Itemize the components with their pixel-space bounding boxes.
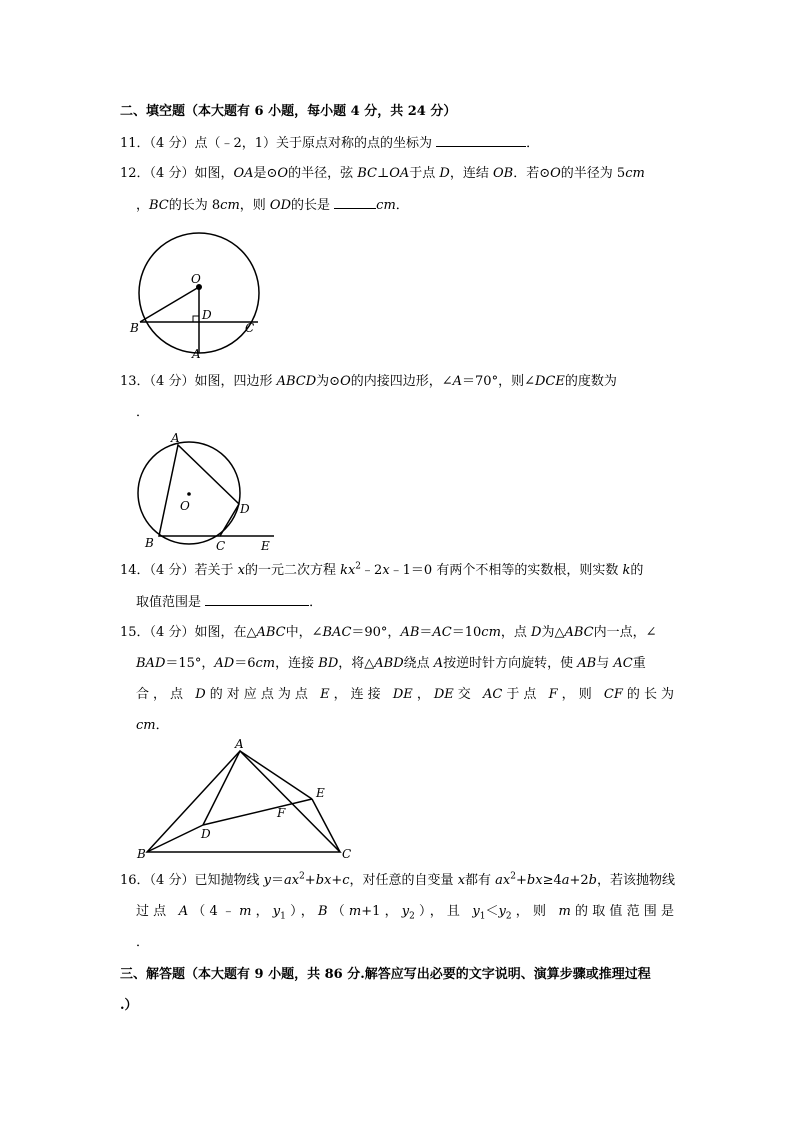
- q15-text: 绕点: [403, 656, 434, 671]
- q12-var: BC: [149, 198, 169, 213]
- q16-var: A: [178, 904, 189, 919]
- q12-end: ．: [395, 198, 409, 213]
- q12-var: O: [277, 166, 289, 181]
- q15-triangle-abc: [147, 751, 340, 852]
- q13-label-e: E: [261, 539, 270, 553]
- section-3-title: 三、解答题（本大题有 9 小题，共 86 分.解答应写出必要的文字说明、演算步骤或推理过程: [120, 967, 651, 982]
- q11-end: ．: [526, 136, 540, 151]
- q12-var: D: [439, 166, 450, 181]
- q16-text: 已知抛物线: [194, 873, 264, 888]
- q12-unit: cm: [376, 198, 396, 213]
- q16-text: ），: [285, 904, 318, 919]
- q14-text: ﹣1＝0 有两个不相等的实数根，则实数: [389, 563, 623, 578]
- q15-text: ，将△: [338, 656, 375, 671]
- q15-var: AB: [400, 625, 420, 640]
- q16-var: y: [472, 904, 480, 919]
- q15-label-e: E: [316, 786, 325, 800]
- section-3-title-end: .）: [120, 998, 138, 1013]
- q16-var: m: [239, 904, 252, 919]
- q15-var: A: [433, 656, 444, 671]
- q14-exponent: 2: [355, 561, 362, 572]
- q11-score: （4 分）: [149, 136, 195, 151]
- q14-text: 的一元二次方程: [244, 563, 341, 578]
- q16-text: ，: [251, 904, 273, 919]
- q16-subscript: 1: [479, 911, 486, 922]
- q16-var: m: [558, 904, 571, 919]
- q15-triangle-figure: [134, 737, 364, 865]
- q15-text: ，点: [500, 625, 532, 640]
- q12-text: ，: [136, 198, 150, 213]
- q16-text: +: [304, 873, 316, 888]
- q16-var: y: [498, 904, 506, 919]
- q16-text: ，若该抛物线: [597, 873, 676, 888]
- question-14-line1: [120, 562, 643, 580]
- q15-var: E: [320, 687, 330, 702]
- q14-answer-blank: [205, 593, 309, 606]
- q15-text: 与: [596, 656, 614, 671]
- q14-var: x: [382, 563, 390, 578]
- q15-segment-ae: [240, 751, 312, 799]
- q12-right-angle: [193, 316, 199, 322]
- q15-var: AC: [432, 625, 452, 640]
- q14-end: ．: [309, 595, 323, 610]
- q12-text: 的半径，弦: [288, 166, 358, 181]
- q15-text: ＝6: [234, 656, 256, 671]
- q15-var: AD: [214, 656, 235, 671]
- q15-label-a: A: [235, 737, 244, 751]
- q16-var: bx: [315, 873, 332, 888]
- q13-text: 的内接四边形，∠: [350, 374, 453, 389]
- q16-text: （: [327, 904, 349, 919]
- q12-label-b: B: [130, 321, 139, 335]
- q13-label-d: D: [240, 502, 250, 516]
- q15-text: ＝: [419, 625, 433, 640]
- q12-radius-ob: [140, 287, 199, 322]
- q12-circle-figure: [130, 235, 270, 365]
- q15-text: ＝90°，: [351, 625, 401, 640]
- q16-text: ＝: [270, 873, 284, 888]
- question-15-line4: [136, 717, 169, 735]
- q15-var: DE: [433, 687, 454, 702]
- q13-var: DCE: [534, 374, 565, 389]
- q16-var: y: [401, 904, 410, 919]
- q12-var: O: [550, 166, 561, 181]
- q16-text: +2: [569, 873, 589, 888]
- q15-text: 的对应点为点: [205, 687, 321, 702]
- q15-text: 合，点: [136, 687, 196, 702]
- q15-text: 按逆时针方向旋转，使: [443, 656, 578, 671]
- q15-label-c: C: [342, 847, 352, 861]
- question-11: [120, 134, 539, 153]
- q12-text: ，连结: [449, 166, 493, 181]
- q15-var: BD: [318, 656, 339, 671]
- q16-score: （4 分）: [149, 873, 195, 888]
- q16-text: +1，: [361, 904, 402, 919]
- q15-var: D: [531, 625, 542, 640]
- q11-number: 11．: [120, 136, 150, 151]
- q15-var: D: [195, 687, 206, 702]
- q16-var: y: [263, 873, 271, 888]
- q15-text: 内一点，∠: [593, 625, 657, 640]
- q16-text: 过点: [136, 904, 179, 919]
- q13-text: ＝70°，则∠: [462, 374, 535, 389]
- q12-text: ，则: [239, 198, 270, 213]
- q16-number: 16．: [120, 873, 150, 888]
- q16-text: 都有: [465, 873, 496, 888]
- question-16-line2: [136, 903, 674, 921]
- q15-var: AB: [577, 656, 597, 671]
- q15-segment-ec: [312, 799, 340, 852]
- question-12-line1: [120, 165, 645, 183]
- q13-number: 13．: [120, 374, 150, 389]
- q12-label-d: D: [202, 308, 212, 322]
- q12-var: cm: [625, 166, 645, 181]
- q15-var: DE: [392, 687, 413, 702]
- q13-score: （4 分）: [149, 374, 195, 389]
- q12-var: BC: [357, 166, 377, 181]
- q16-var: m: [348, 904, 362, 919]
- q13-text: 如图，四边形: [194, 374, 277, 389]
- q12-text: 如图，: [194, 166, 234, 181]
- q16-exponent: 2: [299, 871, 305, 882]
- q14-text: ﹣2: [361, 563, 383, 578]
- q16-text: +: [516, 873, 527, 888]
- q15-text: 如图，在△: [194, 625, 257, 640]
- q15-label-f: F: [277, 806, 286, 820]
- q13-label-a: A: [171, 431, 180, 445]
- q12-var: OA: [389, 166, 410, 181]
- q12-label-a: A: [192, 347, 201, 361]
- q11-answer-blank: [436, 134, 526, 147]
- q14-score: （4 分）: [149, 563, 195, 578]
- q16-subscript: 1: [280, 911, 286, 922]
- q14-var: x: [237, 563, 245, 578]
- q15-text: 重: [632, 656, 646, 671]
- q12-text: ．若⊙: [513, 166, 551, 181]
- question-13-line1: [120, 373, 617, 391]
- q15-var: BAC: [322, 625, 352, 640]
- q15-var: ABC: [256, 625, 286, 640]
- q13-var: ABCD: [276, 374, 317, 389]
- q15-var: ABC: [564, 625, 594, 640]
- q14-text: 取值范围是: [136, 595, 202, 610]
- q15-text: 的长为: [622, 687, 674, 702]
- question-16-line3: ．: [136, 935, 150, 950]
- q15-text: ，则: [557, 687, 604, 702]
- q13-label-c: C: [216, 539, 226, 553]
- q14-text: 的: [630, 563, 644, 578]
- q15-text: 中，∠: [285, 625, 323, 640]
- q13-label-o: O: [180, 499, 190, 513]
- q12-number: 12．: [120, 166, 150, 181]
- q16-var: ax: [283, 873, 300, 888]
- q15-text: ，: [412, 687, 434, 702]
- q16-var: B: [317, 904, 328, 919]
- q12-text: 的长为 8: [168, 198, 221, 213]
- q12-text: ⊥: [376, 166, 390, 181]
- q16-var: a: [561, 873, 570, 888]
- q16-var: b: [588, 873, 597, 888]
- q14-number: 14．: [120, 563, 150, 578]
- q15-var: cm: [255, 656, 276, 671]
- question-15-line1: [120, 624, 657, 642]
- q15-text: ＝15°，: [165, 656, 215, 671]
- q16-subscript: 2: [409, 911, 415, 922]
- q12-label-o: O: [191, 272, 201, 286]
- q16-var: y: [272, 904, 281, 919]
- q16-exponent: 2: [510, 871, 516, 882]
- q12-var: OB: [492, 166, 514, 181]
- q15-label-b: B: [137, 847, 146, 861]
- q15-var: BAD: [136, 656, 166, 671]
- q12-answer-blank: [334, 196, 376, 209]
- q16-text: 的取值范围是: [570, 904, 674, 919]
- question-12-line2: [136, 196, 409, 215]
- q12-text: 的半径为 5: [560, 166, 626, 181]
- q16-text: +: [331, 873, 343, 888]
- q14-var: k: [622, 563, 631, 578]
- q12-text: 于点: [409, 166, 440, 181]
- q12-label-c: C: [245, 321, 255, 335]
- q15-text: ，连接: [275, 656, 319, 671]
- q15-segment-bd: [147, 825, 203, 852]
- q12-var: OD: [269, 198, 292, 213]
- question-13-line2: ．: [136, 405, 150, 420]
- q13-center-dot: [187, 492, 191, 496]
- q15-text: ，连接: [329, 687, 393, 702]
- q15-var: CF: [603, 687, 623, 702]
- q12-text: 是⊙: [253, 166, 278, 181]
- question-14-line2: [136, 593, 322, 612]
- q15-var: AC: [483, 687, 503, 702]
- q16-var: x: [457, 873, 466, 888]
- q15-text: 交: [453, 687, 484, 702]
- q15-var: cm: [481, 625, 501, 640]
- q16-text: ），且: [414, 904, 473, 919]
- q13-circle-figure: [136, 430, 281, 555]
- q15-segment-de: [203, 799, 312, 825]
- q16-text: ≥4: [542, 873, 562, 888]
- q16-text: ＜: [485, 904, 499, 919]
- q15-label-d: D: [201, 827, 211, 841]
- q15-segment-ad: [203, 751, 240, 825]
- q16-var: c: [342, 873, 350, 888]
- q15-unit: cm: [136, 718, 156, 733]
- section-2-title: 二、填空题（本大题有 6 小题，每小题 4 分，共 24 分）: [120, 104, 457, 119]
- q15-var: AC: [613, 656, 633, 671]
- q13-var: A: [452, 374, 463, 389]
- q13-label-b: B: [145, 536, 154, 550]
- question-15-line3: [136, 686, 674, 704]
- q16-var: ax: [495, 873, 511, 888]
- q16-var: bx: [526, 873, 543, 888]
- question-16-line1: [120, 872, 675, 890]
- q12-score: （4 分）: [149, 166, 195, 181]
- q15-score: （4 分）: [149, 625, 195, 640]
- q15-text: ＝10: [451, 625, 482, 640]
- q13-text: 的度数为: [564, 374, 617, 389]
- q12-text: 的长是: [291, 198, 331, 213]
- q16-text: ，则: [511, 904, 559, 919]
- q15-text: 于点: [502, 687, 549, 702]
- q15-var: F: [548, 687, 558, 702]
- q14-var: kx: [340, 563, 356, 578]
- q15-number: 15．: [120, 625, 150, 640]
- q15-end: ．: [155, 718, 169, 733]
- q12-var: cm: [220, 198, 240, 213]
- q15-text: 为△: [541, 625, 565, 640]
- q15-var: ABD: [374, 656, 404, 671]
- q16-text: ，对任意的自变量: [349, 873, 458, 888]
- q12-var: OA: [233, 166, 254, 181]
- q11-text: 点（﹣2，1）关于原点对称的点的坐标为: [194, 136, 432, 151]
- question-15-line2: [136, 655, 646, 673]
- q13-var: O: [340, 374, 351, 389]
- q13-text: 为⊙: [316, 374, 341, 389]
- q14-text: 若关于: [194, 563, 238, 578]
- q16-subscript: 2: [505, 911, 512, 922]
- q16-text: （4﹣: [188, 904, 240, 919]
